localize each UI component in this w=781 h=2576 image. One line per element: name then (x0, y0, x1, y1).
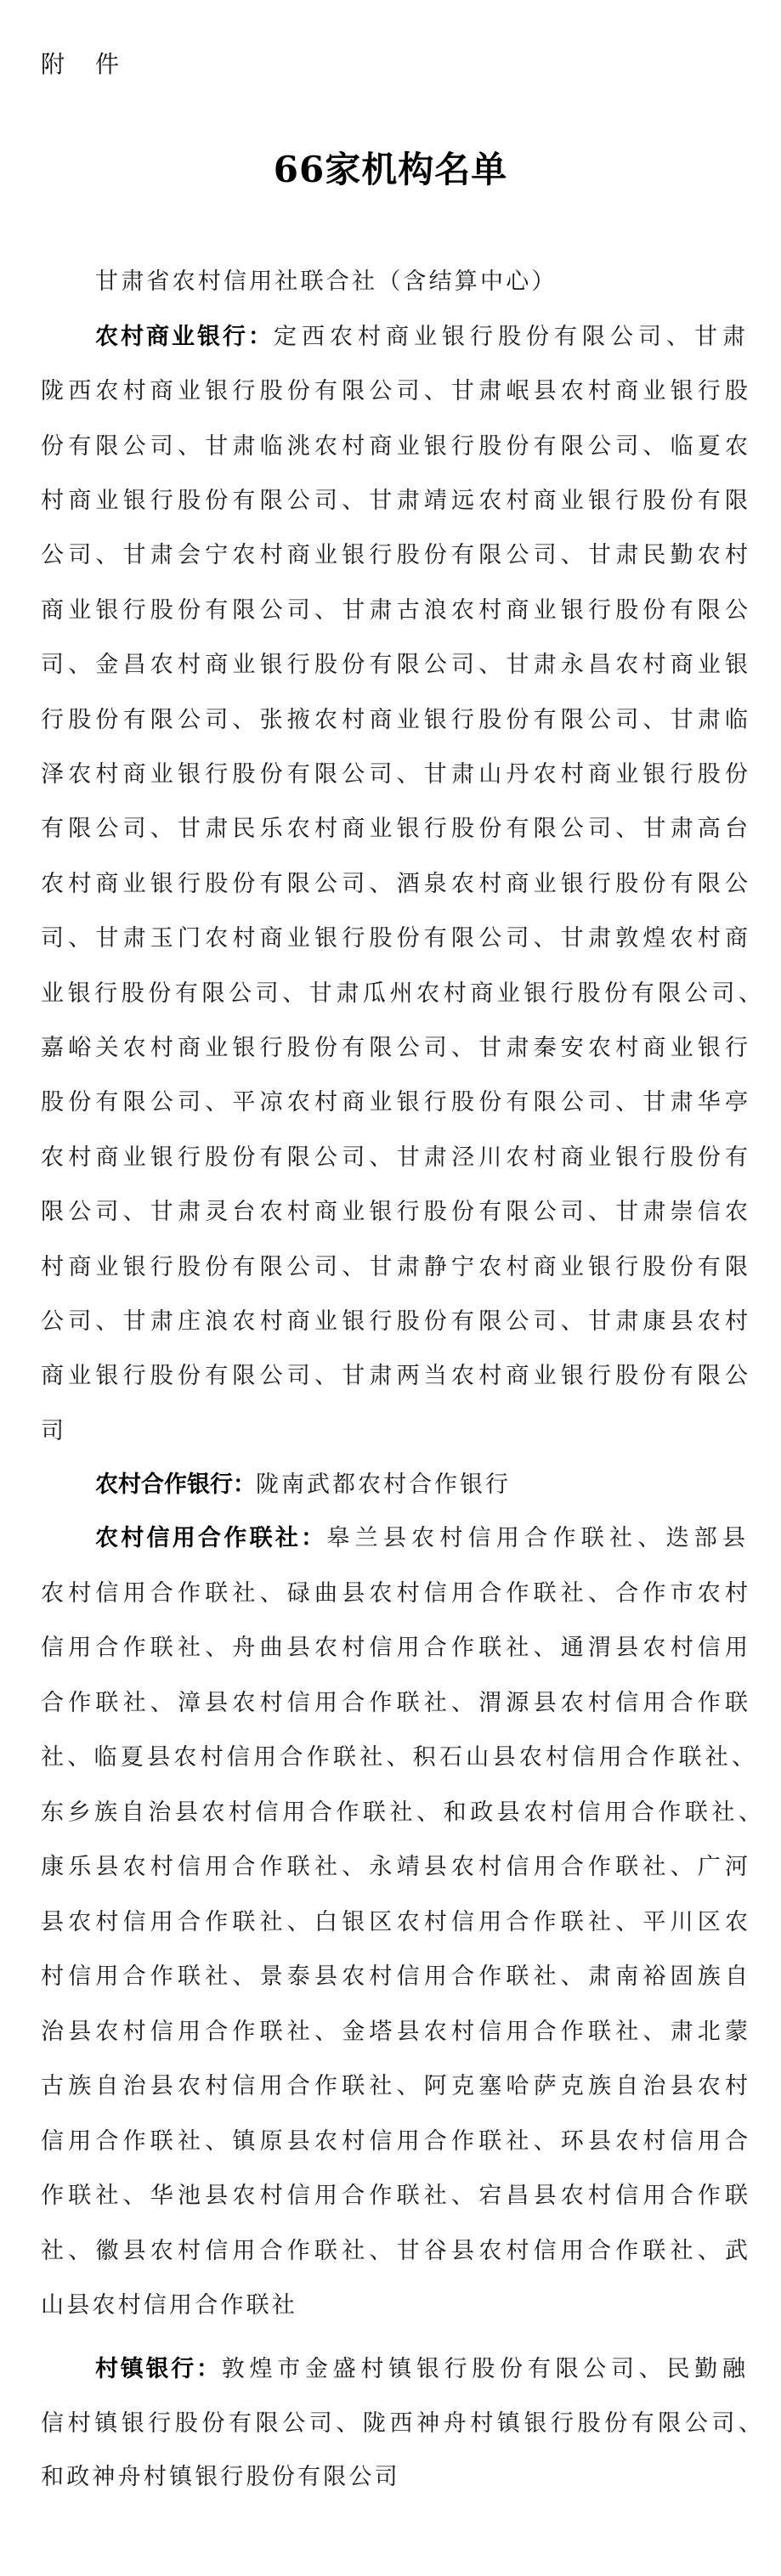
list-line: 合作联社、漳县农村信用合作联社、渭源县农村信用合作联 (41, 1690, 748, 1716)
list-line: 股份有限公司、平凉农村商业银行股份有限公司、甘肃华亭 (41, 1089, 748, 1116)
attachment-label (41, 49, 119, 80)
list-line: 治县农村信用合作联社、金塔县农村信用合作联社、肃北蒙 (41, 2019, 748, 2045)
list-line: 有限公司、甘肃民乐农村商业银行股份有限公司、甘肃高台 (41, 816, 748, 842)
list-line: 嘉峪关农村商业银行股份有限公司、甘肃秦安农村商业银行 (41, 1035, 748, 1061)
list-line: 信用合作联社、镇原县农村信用合作联社、环县农村信用合 (41, 2128, 748, 2155)
list-line: 古族自治县农村信用合作联社、阿克塞哈萨克族自治县农村 (41, 2073, 748, 2099)
list-line: 村商业银行股份有限公司、甘肃静宁农村商业银行股份有限 (41, 1254, 748, 1280)
section-first-line (95, 1468, 748, 1502)
list-line: 县农村信用合作联社、白银区农村信用合作联社、平川区农 (41, 1909, 748, 1935)
section-label-rural-commercial-banks: 农村商业银行： (95, 324, 274, 350)
section-first-line-text: 定西农村商业银行股份有限公司、甘肃 (274, 324, 748, 350)
list-line: 和政神舟村镇银行股份有限公司 (41, 2464, 400, 2490)
section-first-line-text: 敦煌市金盛村镇银行股份有限公司、民勤融 (221, 2356, 749, 2382)
list-line: 东乡族自治县农村信用合作联社、和政县农村信用合作联社、 (41, 1799, 761, 1826)
list-line: 商业银行股份有限公司、甘肃两当农村商业银行股份有限公 (41, 1363, 748, 1389)
list-line: 社、临夏县农村信用合作联社、积石山县农村信用合作联社、 (41, 1744, 755, 1771)
list-line: 公司、甘肃庄浪农村商业银行股份有限公司、甘肃康县农村 (41, 1308, 748, 1335)
list-line: 司 (41, 1418, 67, 1444)
list-line: 份有限公司、甘肃临洮农村商业银行股份有限公司、临夏农 (41, 433, 748, 460)
list-line: 泽农村商业银行股份有限公司、甘肃山丹农村商业银行股份 (41, 761, 748, 788)
attachment-char-1: 附 (41, 50, 65, 78)
list-line: 司、金昌农村商业银行股份有限公司、甘肃永昌农村商业银 (41, 652, 748, 678)
list-line: 业银行股份有限公司、甘肃瓜州农村商业银行股份有限公司、 (41, 980, 761, 1007)
list-line: 社、徽县农村信用合作联社、甘谷县农村信用合作联社、武 (41, 2238, 748, 2264)
section-label-rural-cooperative-banks: 农村合作银行： (95, 1472, 256, 1498)
list-line: 公司、甘肃会宁农村商业银行股份有限公司、甘肃民勤农村 (41, 542, 748, 568)
attachment-char-2: 件 (95, 50, 120, 78)
intro-line: 甘肃省农村信用社联合社（含结算中心） (95, 268, 557, 295)
list-line: 村信用合作联社、景泰县农村信用合作联社、肃南裕固族自 (41, 1963, 748, 1990)
list-line: 陇西农村商业银行股份有限公司、甘肃岷县农村商业银行股 (41, 378, 748, 404)
list-line: 限公司、甘肃灵台农村商业银行股份有限公司、甘肃崇信农 (41, 1199, 748, 1225)
list-line: 农村商业银行股份有限公司、酒泉农村商业银行股份有限公 (41, 871, 748, 897)
list-line: 信村镇银行股份有限公司、陇西神舟村镇银行股份有限公司、 (41, 2410, 761, 2437)
section-first-line (95, 2353, 748, 2387)
list-line: 村商业银行股份有限公司、甘肃靖远农村商业银行股份有限 (41, 488, 748, 514)
section-label-rural-credit-unions: 农村信用合作联社： (95, 1525, 327, 1551)
section-first-line (95, 320, 748, 354)
list-line: 山县农村信用合作联社 (41, 2292, 297, 2319)
section-first-line-text: 陇南武都农村合作银行 (256, 1472, 511, 1498)
list-line: 康乐县农村信用合作联社、永靖县农村信用合作联社、广河 (41, 1854, 748, 1880)
section-label-village-banks: 村镇银行： (95, 2356, 222, 2382)
section-first-line-text: 皋兰县农村信用合作联社、迭部县 (326, 1525, 749, 1551)
list-line: 农村商业银行股份有限公司、甘肃泾川农村商业银行股份有 (41, 1144, 748, 1171)
list-line: 作联社、华池县农村信用合作联社、宕昌县农村信用合作联 (41, 2183, 748, 2209)
document-title: 66家机构名单 (273, 149, 508, 190)
list-line: 信用合作联社、舟曲县农村信用合作联社、通渭县农村信用 (41, 1635, 748, 1661)
section-first-line (95, 1522, 748, 1556)
list-line: 行股份有限公司、张掖农村商业银行股份有限公司、甘肃临 (41, 707, 748, 733)
list-line: 农村信用合作联社、碌曲县农村信用合作联社、合作市农村 (41, 1580, 748, 1607)
list-line: 司、甘肃玉门农村商业银行股份有限公司、甘肃敦煌农村商 (41, 925, 748, 952)
list-line: 商业银行股份有限公司、甘肃古浪农村商业银行股份有限公 (41, 597, 748, 624)
